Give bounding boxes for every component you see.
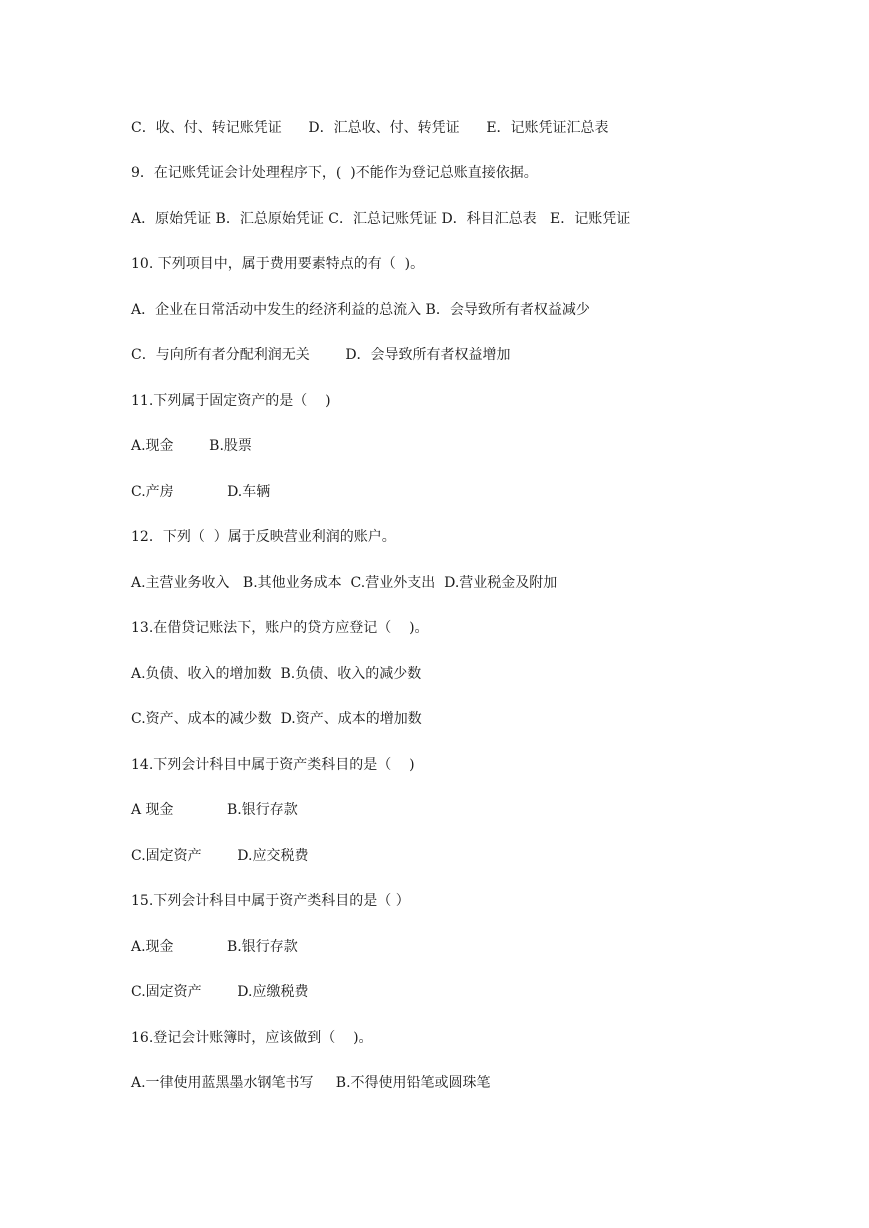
question-16: 16.登记会计账簿时，应该做到（ )。 (131, 1030, 373, 1046)
text-line: A.现金 B.股票 (131, 438, 252, 454)
text-line: A．企业在日常活动中发生的经济利益的总流入 B．会导致所有者权益减少 (131, 302, 590, 318)
question-9: 9．在记账凭证会计处理程序下，( )不能作为登记总账直接依据。 (131, 165, 538, 181)
text-line: A.主营业务收入 B.其他业务成本 C.营业外支出 D.营业税金及附加 (131, 575, 558, 591)
text-line: C.固定资产 D.应交税费 (131, 848, 309, 864)
question-11: 11.下列属于固定资产的是（ ) (131, 393, 331, 409)
text-line: C．收、付、转记账凭证 D．汇总收、付、转凭证 E．记账凭证汇总表 (131, 120, 609, 136)
text-line: C.固定资产 D.应缴税费 (131, 984, 309, 1000)
text-line: A.现金 B.银行存款 (131, 939, 298, 955)
question-14: 14.下列会计科目中属于资产类科目的是（ ) (131, 757, 415, 773)
text-line: A 现金 B.银行存款 (131, 802, 298, 818)
text-line: C.产房 D.车辆 (131, 484, 271, 500)
text-line: A.负债、收入的增加数 B.负债、收入的减少数 (131, 666, 422, 682)
text-line: A．原始凭证 B．汇总原始凭证 C．汇总记账凭证 D．科目汇总表 E．记账凭证 (131, 211, 631, 227)
question-10: 10. 下列项目中，属于费用要素特点的有（ )。 (131, 256, 425, 272)
question-15: 15.下列会计科目中属于资产类科目的是（ ） (131, 893, 410, 909)
text-line: C.资产、成本的减少数 D.资产、成本的增加数 (131, 711, 422, 727)
text-line: C．与向所有者分配利润无关 D．会导致所有者权益增加 (131, 347, 511, 363)
question-13: 13.在借贷记账法下，账户的贷方应登记（ )。 (131, 620, 429, 636)
question-12: 12．下列（ ）属于反映营业利润的账户。 (131, 529, 396, 545)
text-line: A.一律使用蓝黑墨水钢笔书写 B.不得使用铅笔或圆珠笔 (131, 1075, 491, 1091)
